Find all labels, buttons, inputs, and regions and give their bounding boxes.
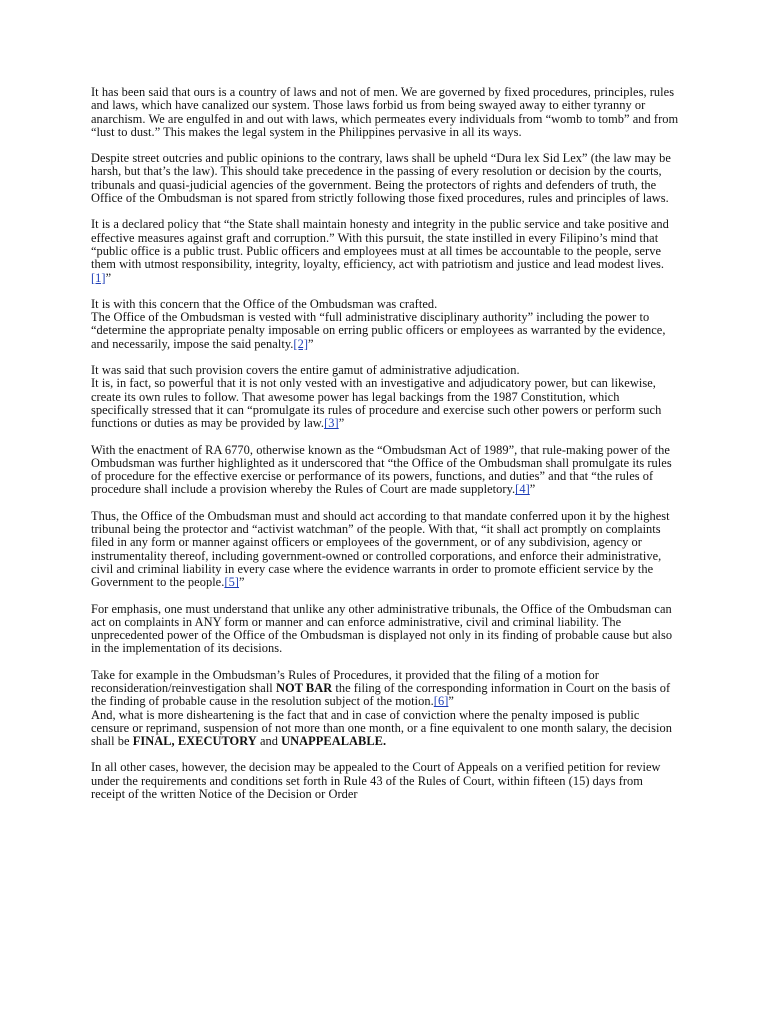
paragraph-gamut xyxy=(91,364,679,430)
closing-quote: ” xyxy=(239,575,245,590)
bold-unappealable: UNAPPEALABLE. xyxy=(281,734,387,749)
footnote-link-6[interactable]: [6] xyxy=(433,694,449,709)
document-body xyxy=(91,86,679,814)
paragraph-other-cases: In all other cases, however, the decision may be appealed to the Court of Appeals on a verified petition for review under the requirements and conditions set forth in Rule 43 of the Rules of Court, within fifteen (15) days from receipt of the written Notice of the Decision or Order xyxy=(91,760,661,802)
paragraph-rules-of-procedure xyxy=(91,669,679,709)
paragraph-text: The Office of the Ombudsman is vested with “full administrative disciplinary authority” including the power to “determine the appropriate penalty imposable on erring public officers or employees as warranted by the evidence, and necessarily, impose the said penalty. xyxy=(91,310,666,351)
paragraph-text: With the enactment of RA 6770, otherwise known as the “Ombudsman Act of 1989”, that rule-making power of the Ombudsman was further highlighted as it underscored that “the Office of the Ombudsman shall promulgate its rules of procedure for the effective exercise or performance of its powers, functions, and duties” and that “the rules of procedure shall include a provision whereby the Rules of Court are made suppletory. xyxy=(91,442,672,497)
closing-quote: ” xyxy=(105,270,112,285)
footnote-link-3[interactable]: [3] xyxy=(324,416,339,431)
closing-quote: ” xyxy=(338,416,345,431)
paragraph-ra-6770 xyxy=(91,444,679,497)
bold-final-executory: FINAL, EXECUTORY xyxy=(132,734,257,749)
paragraph-text: and xyxy=(256,734,282,749)
paragraph-ombudsman-crafted xyxy=(91,298,679,351)
footnote-link-4[interactable]: [4] xyxy=(515,482,530,497)
paragraph-line: It is with this concern that the Office of the Ombudsman was crafted. xyxy=(91,296,438,311)
paragraph-text: Thus, the Office of the Ombudsman must and should act according to that mandate conferred upon it by the highest tribunal being the protector and “activist watchman” of the people. With that, “it shall act promptly on complaints filed in any form or manner against officers or employees of the government, or of any subdivision, agency or instrumentality thereof, including government-owned or controlled corporations, and enforce their administrative, civil and criminal liability in every case where the evidence warrants in order to promote efficient service by the Government to the people. xyxy=(91,508,670,590)
paragraph-disheartening xyxy=(91,709,679,749)
paragraph-emphasis: For emphasis, one must understand that unlike any other administrative tribunals, the Office of the Ombudsman can act on complaints in ANY form or manner and can enforce administrative, civil and criminal liability. The unprecedented power of the Office of the Ombudsman is displayed not only in its finding of probable cause but also in the implementation of its decisions. xyxy=(91,601,673,656)
paragraph-dura-lex: Despite street outcries and public opinions to the contrary, laws shall be upheld “Dura lex Sid Lex” (the law may be harsh, but that’s the law). This should take precedence in the passing of every resolution or decision by the courts, tribunals and quasi-judicial agencies of the government. Being the protectors of rights and defenders of truth, the Office of the Ombudsman is not spared from strictly following those fixed procedures, rules and principles of laws. xyxy=(91,151,671,206)
footnote-link-2[interactable]: [2] xyxy=(293,336,309,351)
closing-quote: ” xyxy=(448,694,454,709)
closing-quote: ” xyxy=(529,482,536,497)
paragraph-declared-policy xyxy=(91,218,679,284)
footnote-link-5[interactable]: [5] xyxy=(224,575,239,590)
paragraph-text: It is a declared policy that “the State shall maintain honesty and integrity in the public service and take positive and effective measures against graft and corruption.” With this pursuit, the state instilled in every Filipino’s mind that “public office is a public trust. Public officers and employees must at all times be accountable to the people, serve them with utmost responsibility, integrity, loyalty, efficiency, act with patriotism and justice and lead modest lives. xyxy=(91,217,669,272)
paragraph-text: It is, in fact, so powerful that it is not only vested with an investigative and adjudicatory power, but can likewise, create its own rules to follow. That awesome power has legal backings from the 1987 Constitution, which specifically stressed that it can “promulgate its rules of procedure and exercise such other powers or perform such functions or duties as may be provided by law. xyxy=(91,376,662,431)
paragraph-text: Take for example in the Ombudsman’s Rules of Procedures, it provided that the filing of a motion for reconsideration/reinvestigation shall xyxy=(91,667,599,695)
paragraph-line: It was said that such provision covers the entire gamut of administrative adjudication. xyxy=(91,363,520,378)
paragraph-laws: It has been said that ours is a country of laws and not of men. We are governed by fixed procedures, principles, rules and laws, which have canalized our system. Those laws forbid us from being swayed away to either tyranny or anarchism. We are engulfed in and out with laws, which permeates every individuals from “womb to tomb” and from “lust to dust.” This makes the legal system in the Philippines pervasive in all its ways. xyxy=(91,85,679,139)
paragraph-mandate xyxy=(91,510,679,590)
closing-quote: ” xyxy=(308,336,314,351)
bold-not-bar: NOT BAR xyxy=(275,680,333,695)
paragraph-text: the filing of the corresponding information in Court on the basis of the finding of probable cause in the resolution subject of the motion. xyxy=(91,680,671,709)
paragraph-text: And, what is more disheartening is the fact that and in case of conviction where the penalty imposed is public censure or reprimand, suspension of not more than one month, or a fine equivalent to one month salary, the decision shall be xyxy=(91,707,672,749)
footnote-link-1[interactable]: [1] xyxy=(91,270,106,285)
